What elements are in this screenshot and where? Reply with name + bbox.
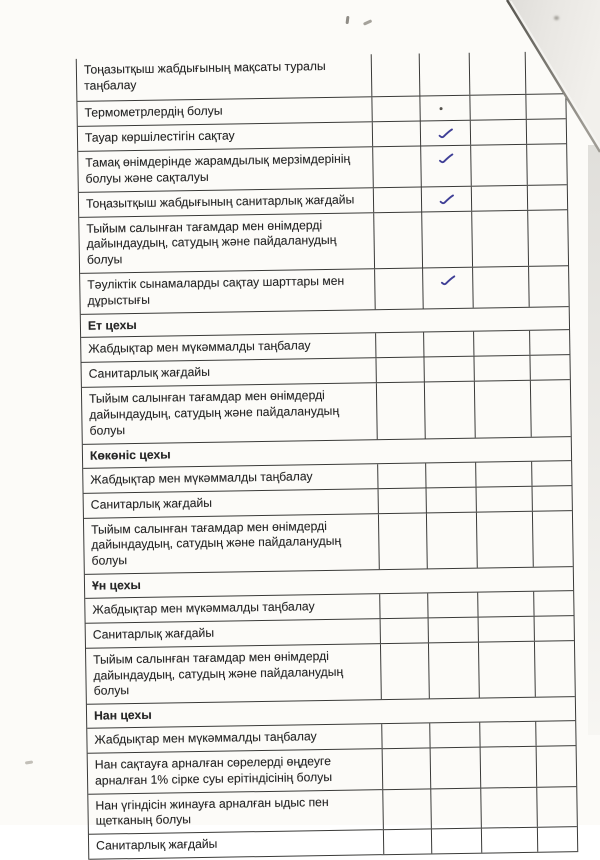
check-cell [481,828,537,853]
item-label: Тоңазытқыш жабдығының мақсаты туралы таңбалау [77,54,372,101]
check-cell [419,53,470,96]
section-title: Ұн цехы [85,567,573,597]
check-cell [534,641,575,697]
check-cell [373,187,421,212]
check-cell [527,185,567,210]
check-cell [536,787,577,827]
check-cell [371,97,419,122]
check-cell [426,487,476,512]
check-cell [382,789,431,829]
check-cell [421,186,471,211]
item-label: Тамақ өнімдерінде жарамдылық мерзімдерінің болуы және сақталуы [78,147,373,191]
check-cell [382,748,431,788]
item-label: Санитарлық жағдайы [86,619,380,648]
inspection-checklist-table [76,51,579,860]
item-label: Жабдықтар мен мүкәммалды таңбалау [83,464,377,493]
check-cell [477,592,533,617]
item-label: Тәуліктік сынамаларды сақтау шарттары мен дұрыстығы [80,269,375,313]
item-label: Тыйым салынған тағамдар мен өнімдерді дайындаудың, сатудың және пайдаланудың болуы [79,213,374,273]
check-cell [471,210,528,266]
stray-pencil-mark [25,760,33,764]
check-cell [375,333,423,358]
check-cell [371,54,420,97]
item-label: Жабдықтар мен мүкәммалды таңбалау [87,724,381,753]
check-cell [422,268,473,308]
check-cell [383,830,431,855]
check-cell [530,381,571,437]
check-cell [430,748,481,788]
page-corner-fold [505,0,600,156]
page-edge-shadow [588,145,600,735]
check-cell [528,266,569,306]
check-cell [378,513,427,569]
handwritten-check-icon [439,275,456,288]
check-cell [372,122,420,147]
item-label: Тыйым салынған тағамдар мен өнімдерді дайындаудың, сатудың және пайдаланудың болуы [82,384,377,444]
item-label: Санитарлық жағдайы [84,489,378,518]
check-cell [472,267,529,307]
item-label: Нан үгіндісін жинауға арналған ыдыс пен щетканың болуы [88,790,383,834]
check-cell [473,356,529,381]
section-title: Көкөніс цехы [83,437,571,467]
check-cell [376,383,425,439]
check-cell [429,723,479,748]
section-title: Ет цехы [81,307,569,337]
check-cell [478,642,535,698]
item-label: Тыйым салынған тағамдар мен өнімдерді дайындаудың, сатудың және пайдаланудың болуы [86,644,381,704]
check-cell [537,827,577,852]
check-cell [535,721,575,746]
check-cell [475,461,531,486]
item-label: Тыйым салынған тағамдар мен өнімдерді дайындаудың, сатудың және пайдаланудың болуы [84,514,379,574]
check-cell [419,96,469,121]
check-cell [380,643,429,699]
item-label: Санитарлық жағдайы [82,359,376,388]
item-label: Тауар көршілестігін сақтау [78,122,372,151]
check-cell [531,461,571,486]
check-cell [473,331,529,356]
table-row [79,210,568,274]
check-cell [379,593,427,618]
table-row [77,51,566,102]
check-cell [476,486,532,511]
check-cell [374,268,423,308]
check-cell [430,788,481,828]
check-cell [421,211,472,267]
check-cell [425,462,475,487]
item-label: Жабдықтар мен мүкәммалды таңбалау [85,594,379,623]
check-cell [381,723,429,748]
check-cell [428,642,479,698]
check-cell [536,746,577,786]
check-cell [420,121,470,146]
check-cell [380,618,428,643]
check-cell [527,210,568,266]
item-label: Термометрлердің болуы [77,97,371,126]
table-row [84,511,573,575]
check-cell [373,212,422,268]
check-cell [424,382,475,438]
check-cell [532,511,573,567]
check-cell [427,592,477,617]
check-cell [534,616,574,641]
check-cell [377,463,425,488]
check-cell [423,357,473,382]
check-cell [476,511,533,567]
check-cell [529,331,569,356]
check-cell [532,486,572,511]
check-cell [474,381,531,437]
check-cell [479,722,535,747]
inspection-checklist-table-wrap [76,51,579,860]
check-cell [533,591,573,616]
handwritten-check-icon [438,194,455,207]
item-label: Жабдықтар мен мүкәммалды таңбалау [81,334,375,363]
check-cell [420,146,471,186]
handwritten-check-icon [437,153,454,166]
item-label: Нан сақтауға арналған сөрелерді өңдеуге арналған 1% сірке суы ерітіндісінің болуы [88,749,383,793]
check-cell [471,185,527,210]
ink-dot [440,107,443,110]
check-cell [428,617,478,642]
check-cell [478,617,534,642]
check-cell [372,146,421,186]
check-cell [423,332,473,357]
item-label: Санитарлық жағдайы [89,830,383,859]
stray-pen-mark [363,19,372,25]
item-label: Тоңазытқыш жабдығының санитарлық жағдайы [79,188,373,217]
check-cell [480,747,537,787]
check-cell [426,512,477,568]
stray-pen-mark [346,16,349,24]
table-row [86,641,575,705]
handwritten-check-icon [437,128,454,141]
table-row [82,381,571,445]
check-cell [375,358,423,383]
scan-smudge [554,16,559,20]
check-cell [378,488,426,513]
check-cell [480,787,537,827]
check-cell [431,829,481,854]
check-cell [529,356,569,381]
section-title: Нан цехы [87,697,575,727]
